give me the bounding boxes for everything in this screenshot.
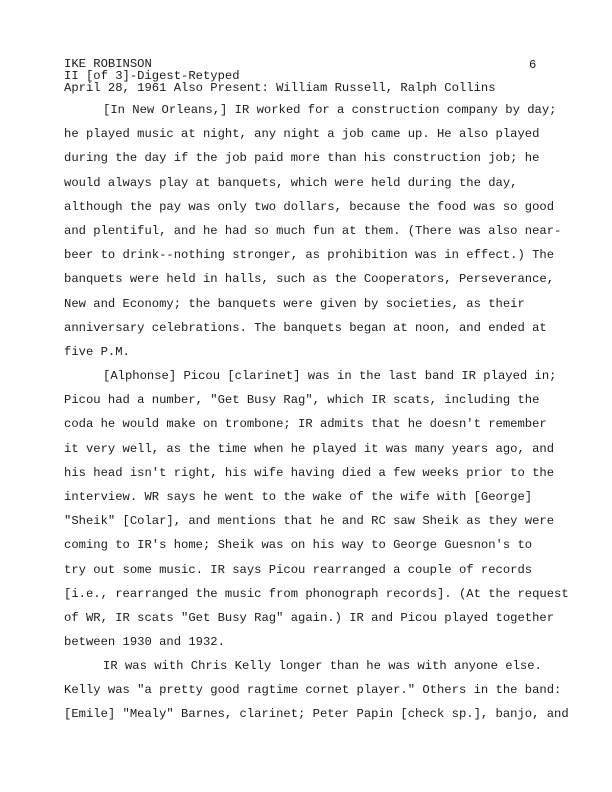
text-line: it very well, as the time when he played it was many years ago, and [64,441,555,456]
paragraph-1 [64,98,564,364]
text-line: interview. WR says he went to the wake of the wife with [George] [64,489,533,504]
text-line: would always play at banquets, which were held during the day, [64,175,518,190]
text-line: try out some music. IR says Picou rearranged a couple of records [64,562,533,577]
text-line: banquets were held in halls, such as the Cooperators, Perseverance, [64,272,555,287]
text-line: coming to IR's home; Sheik was on his way to George Guesnon's to [64,538,533,553]
reel-info: II [of 3]-Digest-Retyped [64,69,240,83]
text-line: he played music at night, any night a job came up. He also played [64,127,540,142]
paragraph-2 [64,364,569,654]
page-number: 6 [529,58,537,72]
text-line: although the pay was only two dollars, because the food was so good [64,199,555,214]
text-line: and plentiful, and he had so much fun at them. (There was also near- [64,223,562,238]
text-line: [Emile] "Mealy" Barnes, clarinet; Peter Papin [check sp.], banjo, and [64,707,569,722]
text-line: "Sheik" [Colar], and mentions that he and RC saw Sheik as they were [64,514,555,529]
text-line: New and Economy; the banquets were given by societies, as their [64,296,525,311]
text-line: five P.M. [64,344,130,359]
interviewee-name: IKE ROBINSON [64,57,152,71]
text-line: [Alphonse] Picou [clarinet] was in the last band IR played in; [103,369,557,383]
text-line: during the day if the job paid more than his construction job; he [64,151,540,166]
text-line: anniversary celebrations. The banquets began at noon, and ended at [64,320,547,335]
text-line: of WR, IR scats "Get Busy Rag" again.) IR and Picou played together [64,610,555,625]
text-line: [In New Orleans,] IR worked for a construction company by day; [103,103,557,117]
text-line: his head isn't right, his wife having died a few weeks prior to the [64,465,555,480]
text-line: between 1930 and 1932. [64,635,225,650]
text-line: IR was with Chris Kelly longer than he was with anyone else. [103,659,542,673]
text-line: coda he would make on trombone; IR admits that he doesn't remember [64,417,547,432]
text-line: beer to drink--nothing stronger, as prohibition was in effect.) The [64,248,555,263]
text-line: Kelly was "a pretty good ragtime cornet player." Others in the band: [64,683,562,698]
text-line: [i.e., rearranged the music from phonograph records]. (At the request [64,586,569,601]
text-line: Picou had a number, "Get Busy Rag", which IR scats, including the [64,393,540,408]
date-attendees-line: April 28, 1961 Also Present: William Russell, Ralph Collins [64,81,496,95]
paragraph-3 [64,654,569,727]
